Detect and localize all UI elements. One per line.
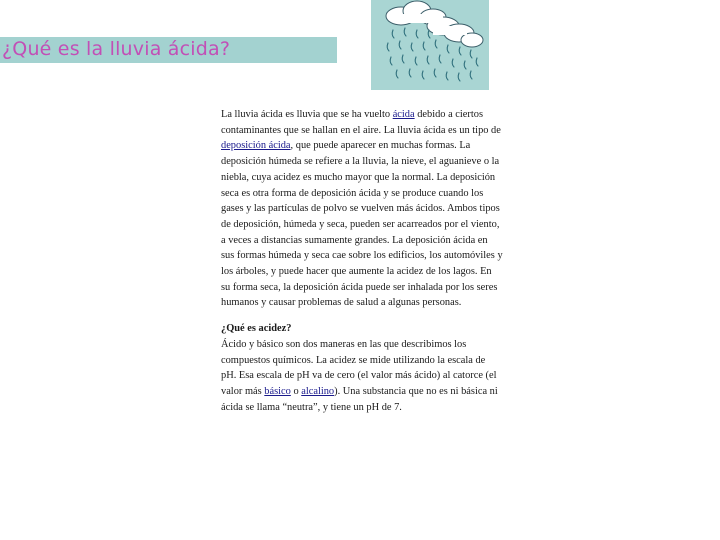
link-deposicion-acida[interactable]: deposición ácida bbox=[221, 140, 291, 152]
article-body bbox=[221, 107, 503, 415]
paragraph-acid-rain bbox=[221, 107, 503, 311]
paragraph-text: , que puede aparecer en muchas formas. La deposición húmeda se refiere a la lluvia, la nieve, el aguanieve o la niebla, cuya acidez es mucho mayor que la normal. La deposición seca es otra forma de deposición ácida y se produce cuando los gases y las partículas de polvo se vuelven más ácidos. Ambos tipos de deposición, húmeda y seca, pueden ser acarreados por el viento, a veces a distancias sumamente grandes. La deposición ácida en sus formas húmeda y seca cae sobre los edificios, los automóviles y los árboles, y puede hacer que aumente la acidez de los lagos. En su forma seca, la deposición ácida puede ser inhalada por los seres humanos y causar problemas de salud a algunas personas. bbox=[221, 140, 503, 309]
paragraph-text: o bbox=[290, 385, 302, 397]
link-acida[interactable]: ácida bbox=[392, 109, 415, 120]
paragraph-text: debido a ciertos contaminantes que se hallan en el aire. La lluvia ácida es un tipo de bbox=[221, 109, 501, 136]
paragraph-acidity bbox=[221, 321, 503, 415]
rain-cloud-illustration bbox=[371, 0, 489, 90]
link-alcalino[interactable]: alcalino bbox=[301, 385, 335, 397]
paragraph-text: ). Una substancia que no es ni básica ni ácida se llama “neutra”, y tiene un pH de 7. bbox=[221, 385, 498, 413]
page-title: ¿Qué es la lluvia ácida? bbox=[2, 38, 231, 60]
paragraph-text: Ácido y básico son dos maneras en las que describimos los compuestos químicos. La acidez se mide utilizando la escala de pH. Esa escala de pH va de cero (el valor más ácido) al catorce (el valor más bbox=[221, 338, 497, 397]
title-banner bbox=[0, 37, 337, 63]
link-basico[interactable]: básico bbox=[264, 385, 291, 397]
paragraph-text: La lluvia ácida es lluvia que se ha vuelto bbox=[221, 109, 393, 120]
rain-cloud-icon bbox=[371, 0, 489, 90]
section-heading-acidez: ¿Qué es acidez? bbox=[221, 323, 292, 335]
